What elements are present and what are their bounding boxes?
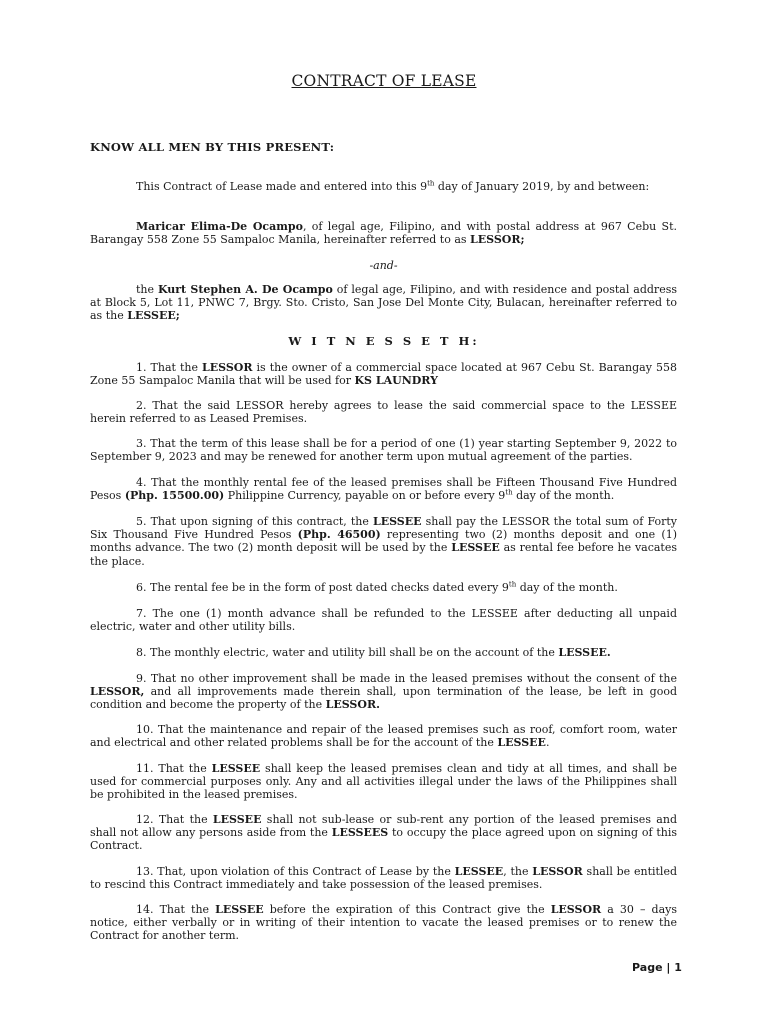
clause-5: 5. That upon signing of this contract, the LESSEE shall pay the LESSOR the total sum of Forty Six Thousand Five Hundred Pesos (Php. 46500) representing two (2) months deposit and one (1) months advance. The two (2) month deposit will be used by the LESSEE as rental fee before he vacates the place.: [90, 515, 678, 568]
clause-3: 3. That the term of this lease shall be for a period of one (1) year starting September 9, 2022 to September 9, 2023 and may be renewed for another term upon mutual agreement of the parties.: [90, 437, 677, 464]
clause-11: 11. That the LESSEE shall keep the leased premises clean and tidy at all times, and shall be used for commercial purposes only. Any and all activities illegal under the laws of the Philippines shall be prohibited in the leased premises.: [90, 762, 677, 802]
clause-9: 9. That no other improvement shall be made in the leased premises without the consent of the LESSOR, and all improvements made therein shall, upon termination of the lease, be left in good condition and become the property of the LESSOR.: [90, 672, 677, 712]
document-title: CONTRACT OF LEASE: [291, 72, 477, 90]
clause-1: 1. That the LESSOR is the owner of a commercial space located at 967 Cebu St. Barangay 558 Zone 55 Sampaloc Manila that will be used for KS LAUNDRY: [90, 361, 677, 388]
clause-14: 14. That the LESSEE before the expiration of this Contract give the LESSOR a 30 – days notice, either verbally or in writing of their intention to vacate the leased premises or to renew the Contract for another term.: [90, 903, 677, 943]
clause-12: 12. That the LESSEE shall not sub-lease or sub-rent any portion of the leased premises and shall not allow any persons aside from the LESSEES to occupy the place agreed upon on signing of this Contract.: [90, 813, 677, 853]
clause-4: 4. That the monthly rental fee of the leased premises shall be Fifteen Thousand Five Hundred Pesos (Php. 15500.00) Philippine Currency, payable on or before every 9th day of the month.: [90, 476, 677, 503]
page-number: Page | 1: [632, 961, 682, 974]
clause-7: 7. The one (1) month advance shall be refunded to the LESSEE after deducting all unpaid electric, water and other utility bills.: [90, 607, 677, 634]
lessee-name: Kurt Stephen A. De Ocampo: [157, 283, 333, 296]
clause-2: 2. That the said LESSOR hereby agrees to lease the said commercial space to the LESSEE herein referred to as Leased Premises.: [90, 399, 677, 426]
lessor-name: Maricar Elima-De Ocampo: [136, 220, 303, 233]
preamble-paragraph: This Contract of Lease made and entered into this 9th day of January 2019, by and between:: [136, 179, 650, 193]
witnesseth-heading: W I T N E S S E T H:: [288, 334, 480, 348]
lessor-party-paragraph: Maricar Elima-De Ocampo, of legal age, Filipino, and with postal address at 967 Cebu St. Barangay 558 Zone 55 Sampaloc Manila, hereinafter referred to as LESSOR;: [90, 220, 677, 247]
and-separator: -and-: [369, 259, 398, 272]
lessor-role: LESSOR;: [470, 233, 525, 247]
clause-10: 10. That the maintenance and repair of the leased premises such as roof, comfort room, water and electrical and other related problems shall be for the account of the LESSEE.: [90, 723, 677, 750]
lessee-role: LESSEE;: [127, 309, 180, 323]
clause-8: 8. The monthly electric, water and utility bill shall be on the account of the LESSEE.: [136, 646, 611, 659]
clause-13: 13. That, upon violation of this Contract of Lease by the LESSEE, the LESSOR shall be entitled to rescind this Contract immediately and take possession of the leased premises.: [90, 865, 677, 892]
clause-6: 6. The rental fee be in the form of post dated checks dated every 9th day of the month.: [136, 580, 618, 594]
intro-heading: KNOW ALL MEN BY THIS PRESENT:: [90, 140, 335, 154]
lessee-party-paragraph: the Kurt Stephen A. De Ocampo of legal age, Filipino, and with residence and postal address at Block 5, Lot 11, PNWC 7, Brgy. Sto. Cristo, San Jose Del Monte City, Bulacan, hereinafter referred to as the LESSEE;: [90, 283, 677, 323]
